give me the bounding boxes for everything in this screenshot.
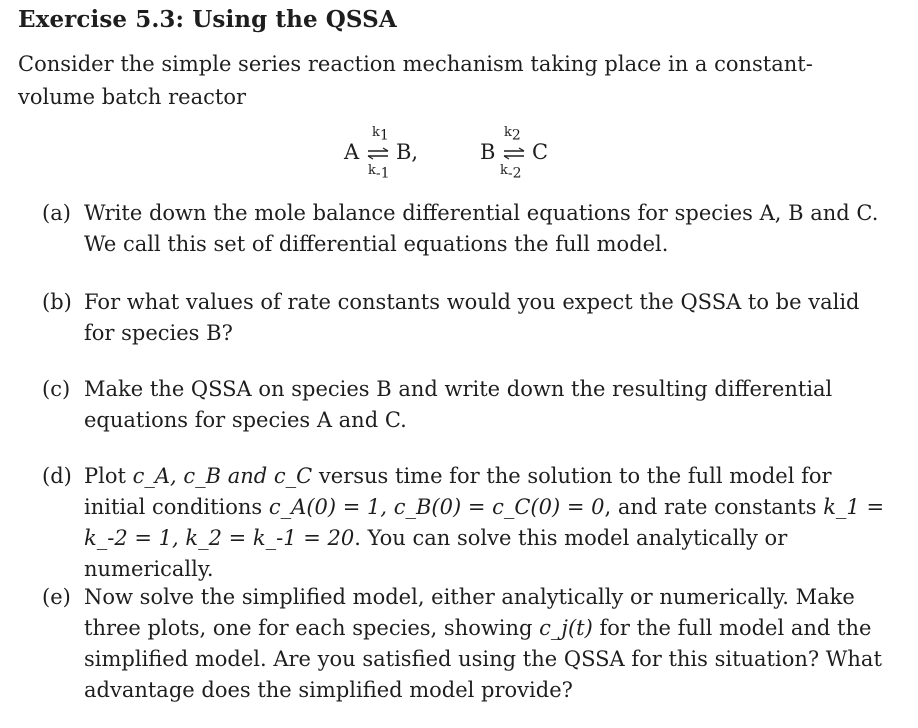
part-d-initial-conditions: c_A(0) = 1, c_B(0) = c_C(0) = 0: [268, 495, 605, 519]
reaction-1-equilibrium-arrows: [366, 147, 390, 161]
part-a-text: Write down the mole balance differential equations for species A, B and C. We call this set of differential equations the full model.: [84, 201, 879, 256]
reaction-2: [480, 125, 580, 190]
reaction-2-reactant: B: [480, 140, 496, 164]
reaction-2-product: C: [532, 140, 549, 164]
reaction-2-k-reverse: $k_{-2}$: [500, 163, 522, 182]
part-d-variables: c_A, c_B and c_C: [132, 464, 313, 488]
part-e-cj: c_j(t): [539, 616, 593, 640]
reaction-2-k-forward: $k_2$: [504, 125, 521, 144]
part-b-text: For what values of rate constants would you expect the QSSA to be valid for species B?: [84, 290, 860, 345]
part-b-label: (b): [42, 290, 72, 314]
exercise-title: Exercise 5.3: Using the QSSA: [18, 6, 397, 33]
part-c-label: (c): [42, 377, 71, 401]
part-d-label: (d): [42, 464, 72, 488]
part-e-label: (e): [42, 585, 71, 609]
part-a-label: (a): [42, 201, 71, 225]
intro-paragraph: [18, 48, 898, 114]
part-d-rate-constants: k_1 = k_-2 = 1, k_2 = k_-1 = 20: [84, 495, 885, 550]
intro-line-2: volume batch reactor: [18, 85, 246, 109]
part-e-text: Now solve the simplified model, either analytically or numerically. Make three plots, one for each species, showing c_j(t) for the full model and the simplified model. Are you satisfied using the QSSA for this situation? What advantage does the simplified model provide?: [84, 585, 882, 702]
reaction-1-reactant: A: [344, 140, 360, 164]
part-a: [42, 198, 892, 260]
part-d: [42, 461, 892, 585]
part-b: [42, 287, 892, 349]
part-d-text: Plot c_A, c_B and c_C versus time for the solution to the full model for initial conditions c_A(0) = 1, c_B(0) = c_C(0) = 0, and rate constants k_1 = k_-2 = 1, k_2 = k_-1 = 20. You can solve this model analytically or numerically.: [84, 464, 885, 581]
reaction-1-k-reverse: $k_{-1}$: [368, 163, 390, 182]
reaction-2-equilibrium-arrows: [502, 147, 526, 161]
reaction-1-product: B,: [396, 140, 419, 164]
intro-line-1: Consider the simple series reaction mechanism taking place in a constant-: [18, 52, 813, 76]
reaction-1: [344, 125, 444, 190]
reaction-1-k-forward: $k_1$: [372, 125, 389, 144]
part-e: [42, 582, 892, 706]
part-c: [42, 374, 892, 436]
part-c-text: Make the QSSA on species B and write down the resulting differential equations for species A and C.: [84, 377, 833, 432]
